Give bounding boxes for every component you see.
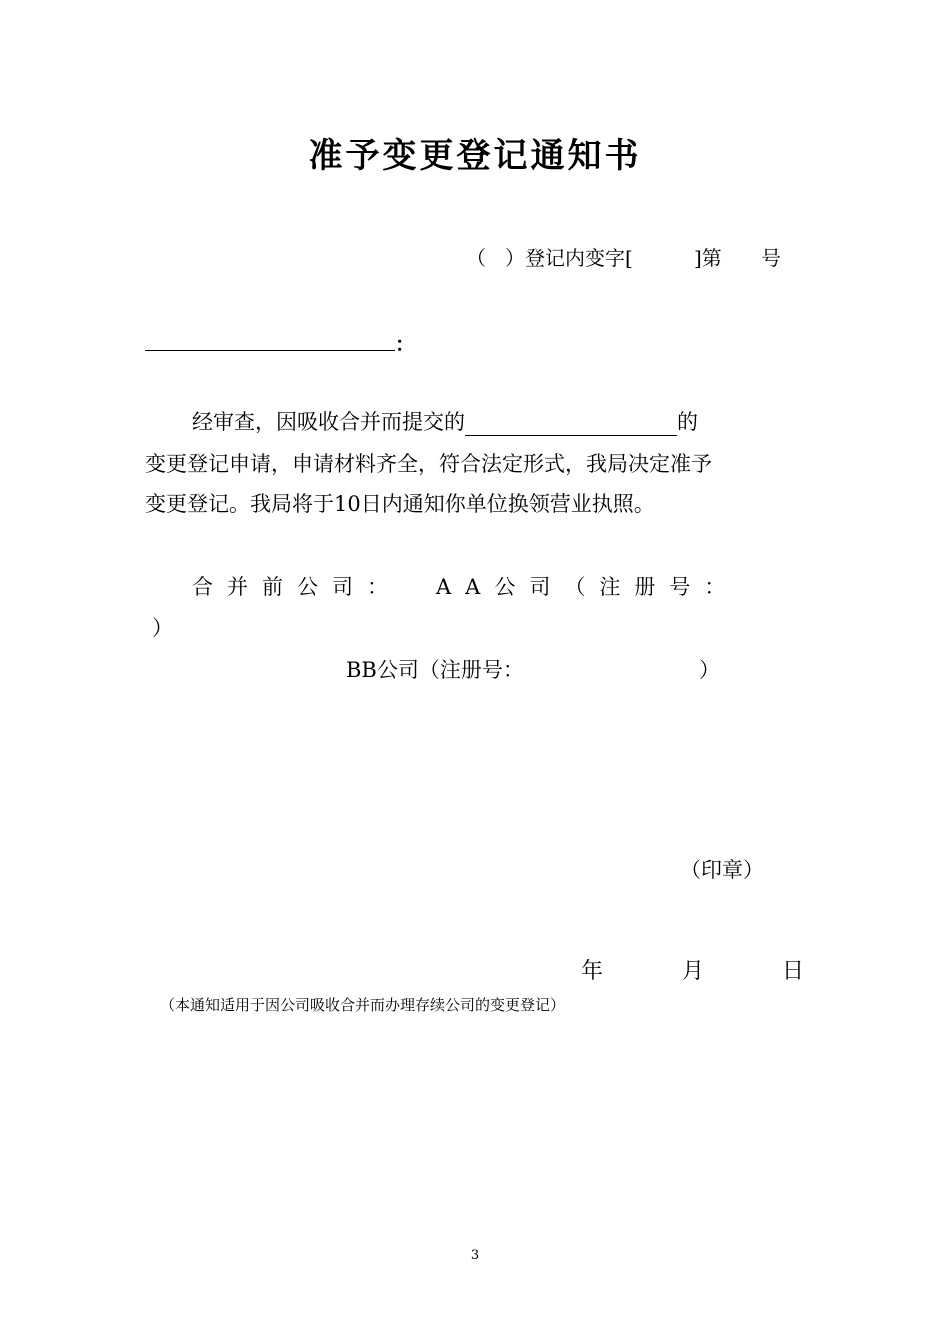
- addressee-line: [145, 328, 415, 357]
- date-month: 月: [682, 959, 705, 984]
- body-line-1-prefix: 经审查，因吸收合并而提交的: [192, 410, 465, 434]
- doc-number-prefix: ）登记内变字[: [505, 246, 633, 270]
- company-b-close: ）: [699, 658, 720, 682]
- addressee-colon: ：: [395, 332, 415, 356]
- body-line-1-suffix: 的: [677, 410, 698, 434]
- body-line-3: 变更登记。我局将于10日内通知你单位换领营业执照。: [145, 492, 655, 516]
- footnote: （本通知适用于因公司吸收合并而办理存续公司的变更登记）: [160, 996, 566, 1014]
- materials-blank[interactable]: [465, 413, 677, 436]
- seal-placeholder: （印章）: [680, 858, 764, 882]
- page-number: 3: [470, 1248, 480, 1263]
- merger-label: 合并前公司：: [192, 575, 402, 599]
- document-title: 准予变更登记通知书: [308, 136, 642, 176]
- doc-number-bracket-close: ]第: [694, 246, 722, 270]
- company-a-close: ）: [152, 616, 173, 640]
- date-year: 年: [581, 959, 604, 984]
- doc-number-suffix: 号: [761, 246, 781, 270]
- company-b: BB公司（注册号：: [346, 658, 524, 682]
- doc-number-paren-open: （: [466, 246, 486, 270]
- date-day: 日: [782, 959, 805, 984]
- company-a: AA公司（注册号：: [436, 575, 740, 599]
- body-line-2: 变更登记申请，申请材料齐全，符合法定形式，我局决定准予: [145, 452, 712, 476]
- addressee-blank[interactable]: [145, 330, 395, 351]
- body-line-1: [192, 406, 698, 436]
